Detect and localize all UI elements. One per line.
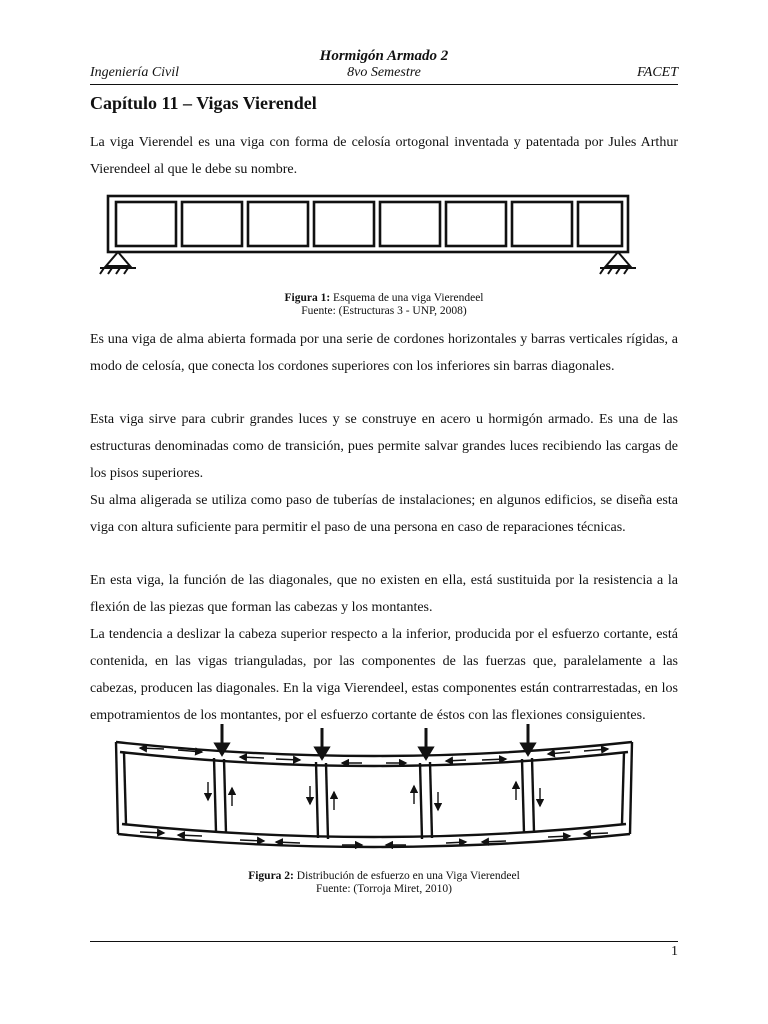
figure1-text: Esquema de una viga Vierendeel xyxy=(333,292,484,304)
beam-panel xyxy=(248,202,308,246)
end-post-left xyxy=(116,742,118,834)
left-support xyxy=(100,252,136,274)
beam-panel xyxy=(512,202,572,246)
figure1-source: Fuente: (Estructuras 3 - UNP, 2008) xyxy=(301,305,467,317)
header-rule xyxy=(90,84,678,85)
page-number: 1 xyxy=(671,944,678,959)
beam-panel xyxy=(446,202,506,246)
paragraph-pipes: Su alma aligerada se utiliza como paso de tuberías de instalaciones; en algunos edificios, se diseña esta viga con altura suficiente para permitir el paso de una persona en caso de reparaciones técnicas. xyxy=(90,493,678,535)
figure2-text: Distribución de esfuerzo en una Viga Vierendeel xyxy=(296,870,520,882)
figure1-beam-diagram xyxy=(96,188,644,276)
chapter-title: Capítulo 11 – Vigas Vierendel xyxy=(90,93,317,113)
vertical-post xyxy=(214,758,216,832)
figure2-stress-diagram xyxy=(104,722,644,864)
header-left: Ingeniería Civil xyxy=(90,65,180,80)
paragraph-usage: Esta viga sirve para cubrir grandes luces y se construye en acero u hormigón armado. Es una de las estructuras denominadas como de transición, pues permite salvar grandes luces recibiendo las cargas de los pisos superiores. xyxy=(90,412,678,481)
figure1-label: Figura 1: xyxy=(284,292,331,304)
bottom-chord-inner xyxy=(122,824,626,837)
figure2-label: Figura 2: xyxy=(248,870,294,882)
paragraph-shear: La tendencia a deslizar la cabeza superior respecto a la inferior, producida por el esfuerzo cortante, está contenida, en las vigas trianguladas, por las componentes de las fuerzas que, paralelamente a las cabezas, producen las diagonales. En la viga Vierendeel, estas componentes están contrarrestadas, en los empotramientos de los montantes, por el esfuerzo cortante de éstos con las flexiones consiguientes. xyxy=(90,627,678,723)
figure2-caption xyxy=(0,870,768,883)
paragraph-definition: Es una viga de alma abierta formada por una serie de cordones horizontales y barras verticales rígidas, a modo de celosía, que conecta los cordones superiores con los inferiores sin barras diagonales. xyxy=(90,332,678,374)
beam-panel xyxy=(314,202,374,246)
figure2-source: Fuente: (Torroja Miret, 2010) xyxy=(316,883,452,895)
beam-panel xyxy=(116,202,176,246)
paragraph-intro: La viga Vierendel es una viga con forma de celosía ortogonal inventada y patentada por Jules Arthur Vierendeel al que le debe su nombre. xyxy=(90,135,678,177)
beam-outline xyxy=(108,196,628,252)
header-right: FACET xyxy=(637,65,678,80)
header-center: 8vo Semestre xyxy=(347,65,421,80)
beam-panel xyxy=(182,202,242,246)
end-post-right xyxy=(630,742,632,834)
figure1-caption xyxy=(0,292,768,305)
beam-panel xyxy=(380,202,440,246)
beam-panel xyxy=(578,202,622,246)
paragraph-diagonals: En esta viga, la función de las diagonales, que no existen en ella, está sustituida por la resistencia a la flexión de las piezas que forman las cabezas y los montantes. xyxy=(90,573,678,615)
vertical-post xyxy=(522,759,524,833)
vertical-post xyxy=(316,762,318,838)
vertical-post xyxy=(420,763,422,839)
header-course-title: Hormigón Armado 2 xyxy=(319,48,449,64)
footer-rule xyxy=(90,941,678,942)
right-support xyxy=(600,252,636,274)
